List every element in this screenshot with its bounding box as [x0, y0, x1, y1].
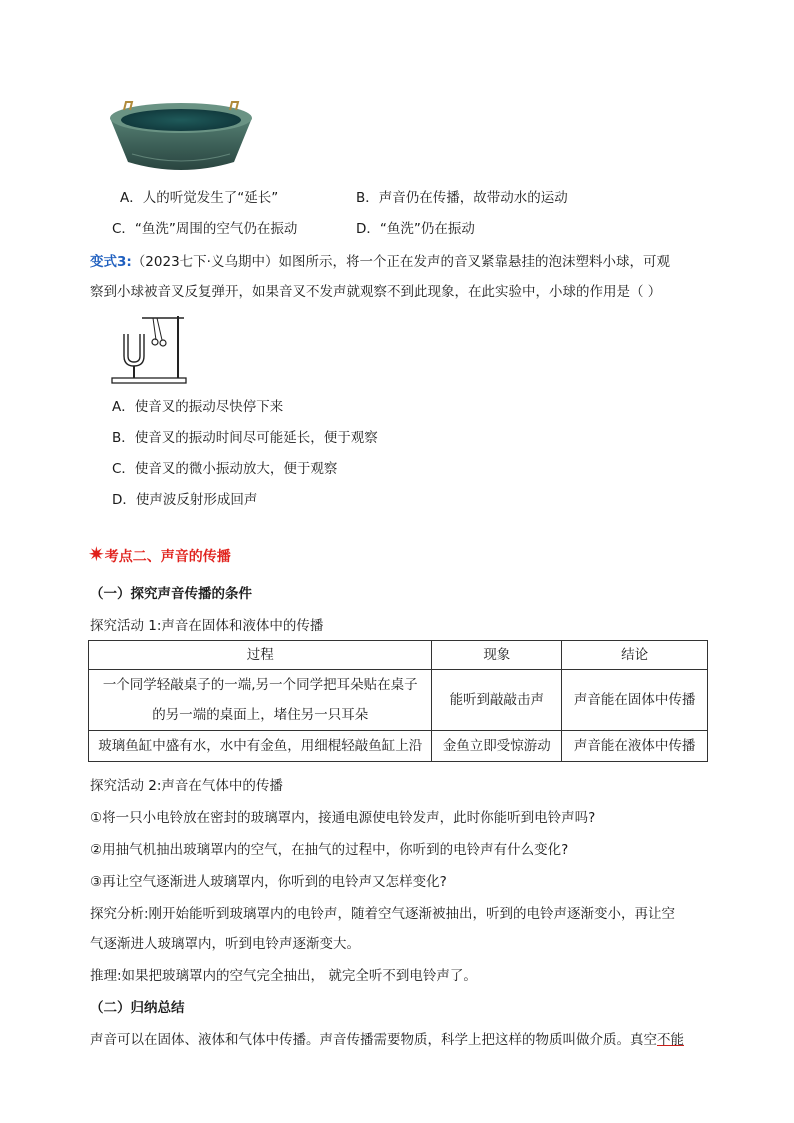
step-3: ③再让空气逐渐进人玻璃罩内，你听到的电铃声又怎样变化? — [90, 874, 447, 890]
table-row — [89, 731, 708, 762]
summary-line: 声音可以在固体、液体和气体中传播。声音传播需要物质，科学上把这样的物质叫做介质。真空不能 — [90, 1032, 684, 1048]
variant3-label: 变式3: — [90, 254, 132, 270]
row2-conclusion: 声音能在液体中传播 — [562, 731, 708, 762]
subsection-1-title: （一）探究声音传播的条件 — [90, 586, 252, 602]
section-title: ✷考点二、声音的传播 — [88, 542, 231, 566]
variant3-option-a: A．使音叉的振动尽快停下来 — [112, 399, 284, 415]
row1-phenomenon: 能听到敲敲击声 — [432, 670, 562, 731]
red-star-icon: ✷ — [88, 542, 105, 566]
subsection-2-title: （二）归纳总结 — [90, 1000, 185, 1016]
variant3-stem-line1: 变式3:（2023七下·义乌期中）如图所示，将一个正在发声的音叉紧靠悬挂的泡沫塑料小球，可观 — [90, 254, 670, 270]
header-process: 过程 — [89, 641, 432, 670]
summary-underlined-tail: 不能 — [657, 1032, 684, 1048]
variant3-stem-line2: 察到小球被音叉反复弹开，如果音叉不发声就观察不到此现象，在此实验中，小球的作用是（ ） — [90, 284, 662, 300]
bronze-basin-image — [106, 96, 256, 176]
header-conclusion: 结论 — [562, 641, 708, 670]
inference: 推理:如果把玻璃罩内的空气完全抽出， 就完全听不到电铃声了。 — [90, 968, 477, 984]
option-b: B．声音仍在传播，故带动水的运动 — [356, 190, 568, 206]
variant3-option-d: D．使声波反射形成回声 — [112, 492, 258, 508]
experiment-table — [88, 640, 708, 762]
variant3-option-b: B．使音叉的振动时间尽可能延长，便于观察 — [112, 430, 378, 446]
analysis-line1: 探究分析:刚开始能听到玻璃罩内的电铃声，随着空气逐渐被抽出，听到的电铃声逐渐变小，再让空 — [90, 906, 676, 922]
option-c: C．“鱼洗”周围的空气仍在振动 — [112, 221, 298, 237]
tuning-fork-diagram — [108, 312, 190, 386]
activity-1: 探究活动 1:声音在固体和液体中的传播 — [90, 618, 324, 634]
header-phenomenon: 现象 — [432, 641, 562, 670]
step-1: ①将一只小电铃放在密封的玻璃罩内，接通电源使电铃发声，此时你能听到电铃声吗? — [90, 810, 596, 826]
table-row — [89, 670, 708, 731]
table-header-row — [89, 641, 708, 670]
option-d: D．“鱼洗”仍在振动 — [356, 221, 475, 237]
variant3-option-c: C．使音叉的微小振动放大，便于观察 — [112, 461, 338, 477]
analysis-line2: 气逐渐进人玻璃罩内，听到电铃声逐渐变大。 — [90, 936, 360, 952]
row1-conclusion: 声音能在固体中传播 — [562, 670, 708, 731]
row2-phenomenon: 金鱼立即受惊游动 — [432, 731, 562, 762]
row1-process: 一个同学轻敲桌子的一端,另一个同学把耳朵贴在桌子 的另一端的桌面上，堵住另一只耳朵 — [89, 670, 432, 731]
activity-2: 探究活动 2:声音在气体中的传播 — [90, 778, 283, 794]
row2-process: 玻璃鱼缸中盛有水，水中有金鱼，用细棍轻敲鱼缸上沿 — [89, 731, 432, 762]
step-2: ②用抽气机抽出玻璃罩内的空气，在抽气的过程中，你听到的电铃声有什么变化? — [90, 842, 569, 858]
option-a: A．人的听觉发生了“延长” — [120, 190, 279, 206]
